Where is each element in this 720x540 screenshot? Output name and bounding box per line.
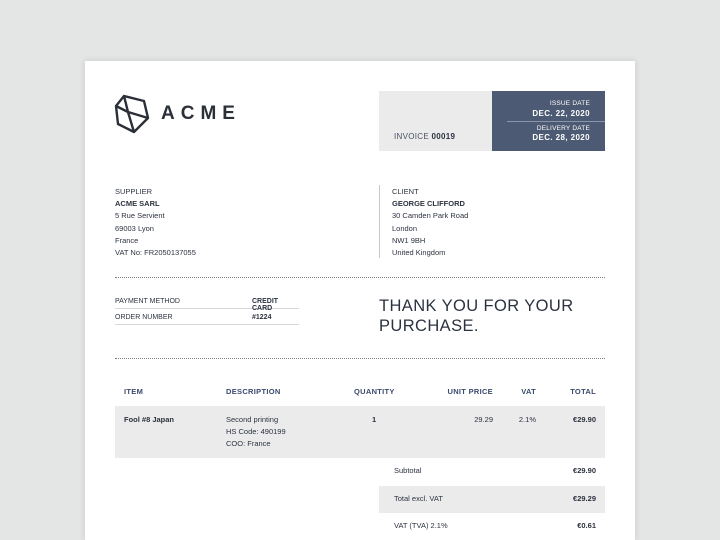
col-header-description: DESCRIPTION	[226, 387, 281, 396]
client-label: CLIENT	[392, 187, 419, 196]
supplier-address1: 5 Rue Servient	[115, 211, 165, 221]
col-header-item: ITEM	[124, 387, 144, 396]
issue-date-label: ISSUE DATE	[549, 100, 590, 107]
col-header-quantity: QUANTITY	[354, 387, 395, 396]
description-line: HS Code: 490199	[226, 427, 286, 436]
dates-box	[492, 91, 605, 151]
row-item: Fool #8 Japan	[124, 415, 175, 424]
client-name: GEORGE CLIFFORD	[392, 199, 465, 209]
thank-you-message	[379, 296, 589, 336]
supplier-block	[115, 186, 196, 259]
order-number-label: ORDER NUMBER	[115, 314, 173, 321]
row-description	[226, 414, 286, 450]
subtotal-value: €29.90	[573, 466, 596, 475]
delivery-date-label: DELIVERY DATE	[536, 125, 590, 132]
vat-row	[379, 513, 605, 540]
total-excl-vat-value: €29.29	[573, 494, 596, 503]
client-postcode: NW1 9BH	[392, 235, 426, 245]
invoice-paper	[85, 61, 635, 540]
brand-name: ACME	[161, 103, 241, 124]
invoice-label: INVOICE	[394, 132, 429, 141]
thank-you-line2: PURCHASE.	[379, 317, 479, 335]
order-number-value: #1224	[252, 314, 272, 321]
supplier-vat: VAT No: FR2050137055	[115, 248, 196, 258]
supplier-name: ACME SARL	[115, 199, 160, 209]
cube-logo-icon	[114, 94, 150, 134]
client-block	[392, 186, 468, 259]
invoice-number-box	[379, 91, 492, 151]
order-number-row	[115, 312, 299, 325]
party-divider	[379, 185, 380, 258]
client-country: United Kingdom	[392, 248, 446, 258]
supplier-label: SUPPLIER	[115, 187, 153, 196]
payment-method-label: PAYMENT METHOD	[115, 298, 180, 305]
client-city: London	[392, 223, 418, 233]
supplier-address2: 69003 Lyon	[115, 223, 154, 233]
subtotal-row	[379, 458, 605, 485]
dotted-divider	[115, 358, 605, 359]
row-unit-price: 29.29	[474, 415, 493, 424]
vat-value: €0.61	[577, 521, 596, 530]
description-line: Second printing	[226, 415, 279, 424]
client-address1: 30 Camden Park Road	[392, 211, 469, 221]
dotted-divider	[115, 277, 605, 278]
col-header-vat: VAT	[521, 387, 536, 396]
date-divider	[507, 121, 605, 122]
invoice-number-value: 00019	[431, 132, 456, 141]
payment-method-value: CREDIT CARD	[252, 298, 279, 312]
thank-you-line1: THANK YOU FOR YOUR	[379, 297, 574, 315]
delivery-date-value: DEC. 28, 2020	[532, 133, 590, 142]
total-excl-vat-label: Total excl. VAT	[394, 494, 443, 503]
vat-label: VAT (TVA) 2.1%	[394, 521, 448, 530]
description-line: COO: France	[226, 439, 271, 448]
supplier-country: France	[115, 235, 139, 245]
invoice-number	[394, 132, 455, 141]
row-total: €29.90	[573, 415, 596, 424]
issue-date-value: DEC. 22, 2020	[532, 109, 590, 118]
col-header-unit-price: UNIT PRICE	[447, 387, 493, 396]
col-header-total: TOTAL	[570, 387, 596, 396]
row-vat: 2.1%	[518, 415, 536, 424]
subtotal-label: Subtotal	[394, 466, 422, 475]
total-excl-vat-row	[379, 486, 605, 513]
row-quantity: 1	[372, 415, 377, 424]
payment-method-row	[115, 296, 299, 312]
